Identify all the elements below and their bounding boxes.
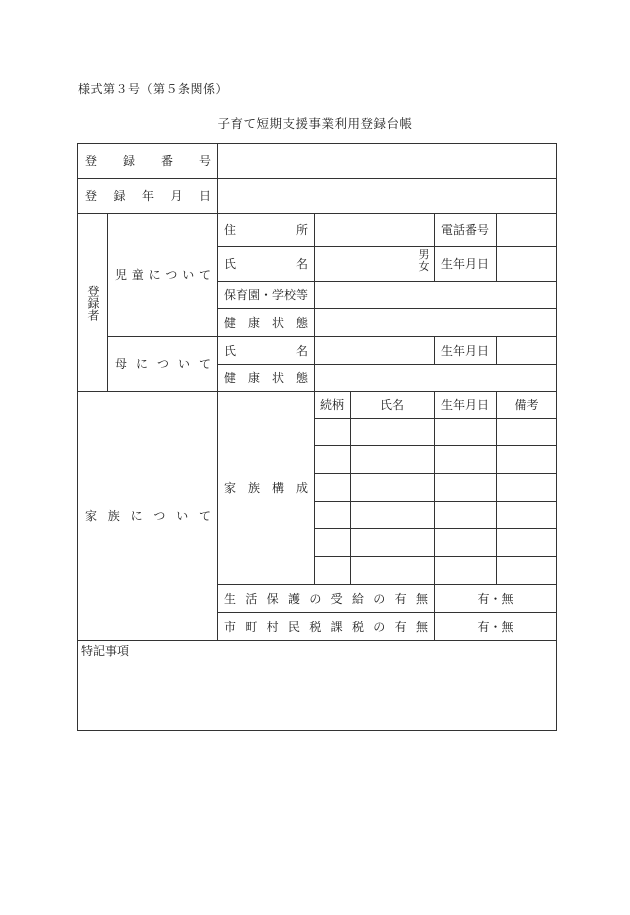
address-field[interactable] — [315, 214, 434, 246]
column-header-relationship: 続柄 — [319, 398, 344, 412]
document-title: 子育て短期支援事業利用登録台帳 — [217, 116, 413, 131]
family-member-row[interactable] — [315, 446, 556, 473]
school-label: 保育園・学校等 — [224, 288, 309, 302]
registrant-group-label: 登録者 — [86, 285, 100, 321]
registration-date-field[interactable] — [218, 179, 556, 213]
column-header-name: 氏名 — [379, 398, 404, 412]
municipal-tax-yes-no-choice[interactable]: 有・無 — [477, 619, 514, 634]
sex-female-option[interactable]: 女 — [418, 260, 430, 273]
sex-selector[interactable] — [416, 249, 432, 273]
school-field[interactable] — [315, 282, 556, 308]
column-header-birthdate: 生年月日 — [440, 398, 489, 412]
registration-number-label: 登 録 番 号 — [85, 154, 211, 168]
sex-male-option[interactable]: 男 — [418, 248, 430, 261]
registration-date-label: 登 録 年 月 日 — [85, 189, 211, 203]
mother-health-field[interactable] — [315, 365, 556, 391]
mother-birthdate-field[interactable] — [497, 337, 556, 364]
address-label: 住 所 — [224, 223, 308, 237]
mother-birthdate-label: 生年月日 — [440, 343, 489, 358]
child-birthdate-field[interactable] — [497, 247, 556, 281]
family-member-row[interactable] — [315, 419, 556, 445]
child-health-field[interactable] — [315, 309, 556, 336]
column-header-remarks: 備考 — [514, 398, 539, 412]
child-name-label: 氏 名 — [224, 257, 308, 271]
family-member-row[interactable] — [315, 502, 556, 528]
phone-field[interactable] — [497, 214, 556, 246]
family-section-label: 家 族 に つ い て — [85, 509, 211, 523]
child-health-label: 健 康 状 態 — [224, 315, 308, 330]
child-name-field[interactable] — [315, 247, 415, 281]
registration-ledger-table — [77, 143, 557, 731]
registration-number-field[interactable] — [218, 144, 556, 178]
family-member-row[interactable] — [315, 474, 556, 501]
family-member-row[interactable] — [315, 557, 556, 584]
mother-name-field[interactable] — [315, 337, 434, 364]
form-number: 様式第３号（第５条関係） — [78, 82, 229, 96]
family-member-row[interactable] — [315, 529, 556, 556]
family-composition-label: 家 族 構 成 — [224, 481, 308, 495]
child-birthdate-label: 生年月日 — [440, 257, 489, 271]
municipal-tax-label: 市 町 村 民 税 課 税 の 有 無 — [224, 619, 428, 634]
mother-name-label: 氏 名 — [224, 343, 308, 358]
child-section-label: 児 童 に つ い て — [115, 268, 211, 282]
mother-section-label: 母 に つ い て — [115, 357, 211, 371]
special-notes-label: 特記事項 — [81, 643, 130, 658]
welfare-yes-no-choice[interactable]: 有・無 — [477, 591, 514, 606]
special-notes-field[interactable] — [78, 660, 556, 730]
welfare-label: 生 活 保 護 の 受 給 の 有 無 — [224, 591, 428, 606]
mother-health-label: 健 康 状 態 — [224, 371, 308, 385]
phone-label: 電話番号 — [440, 223, 489, 237]
